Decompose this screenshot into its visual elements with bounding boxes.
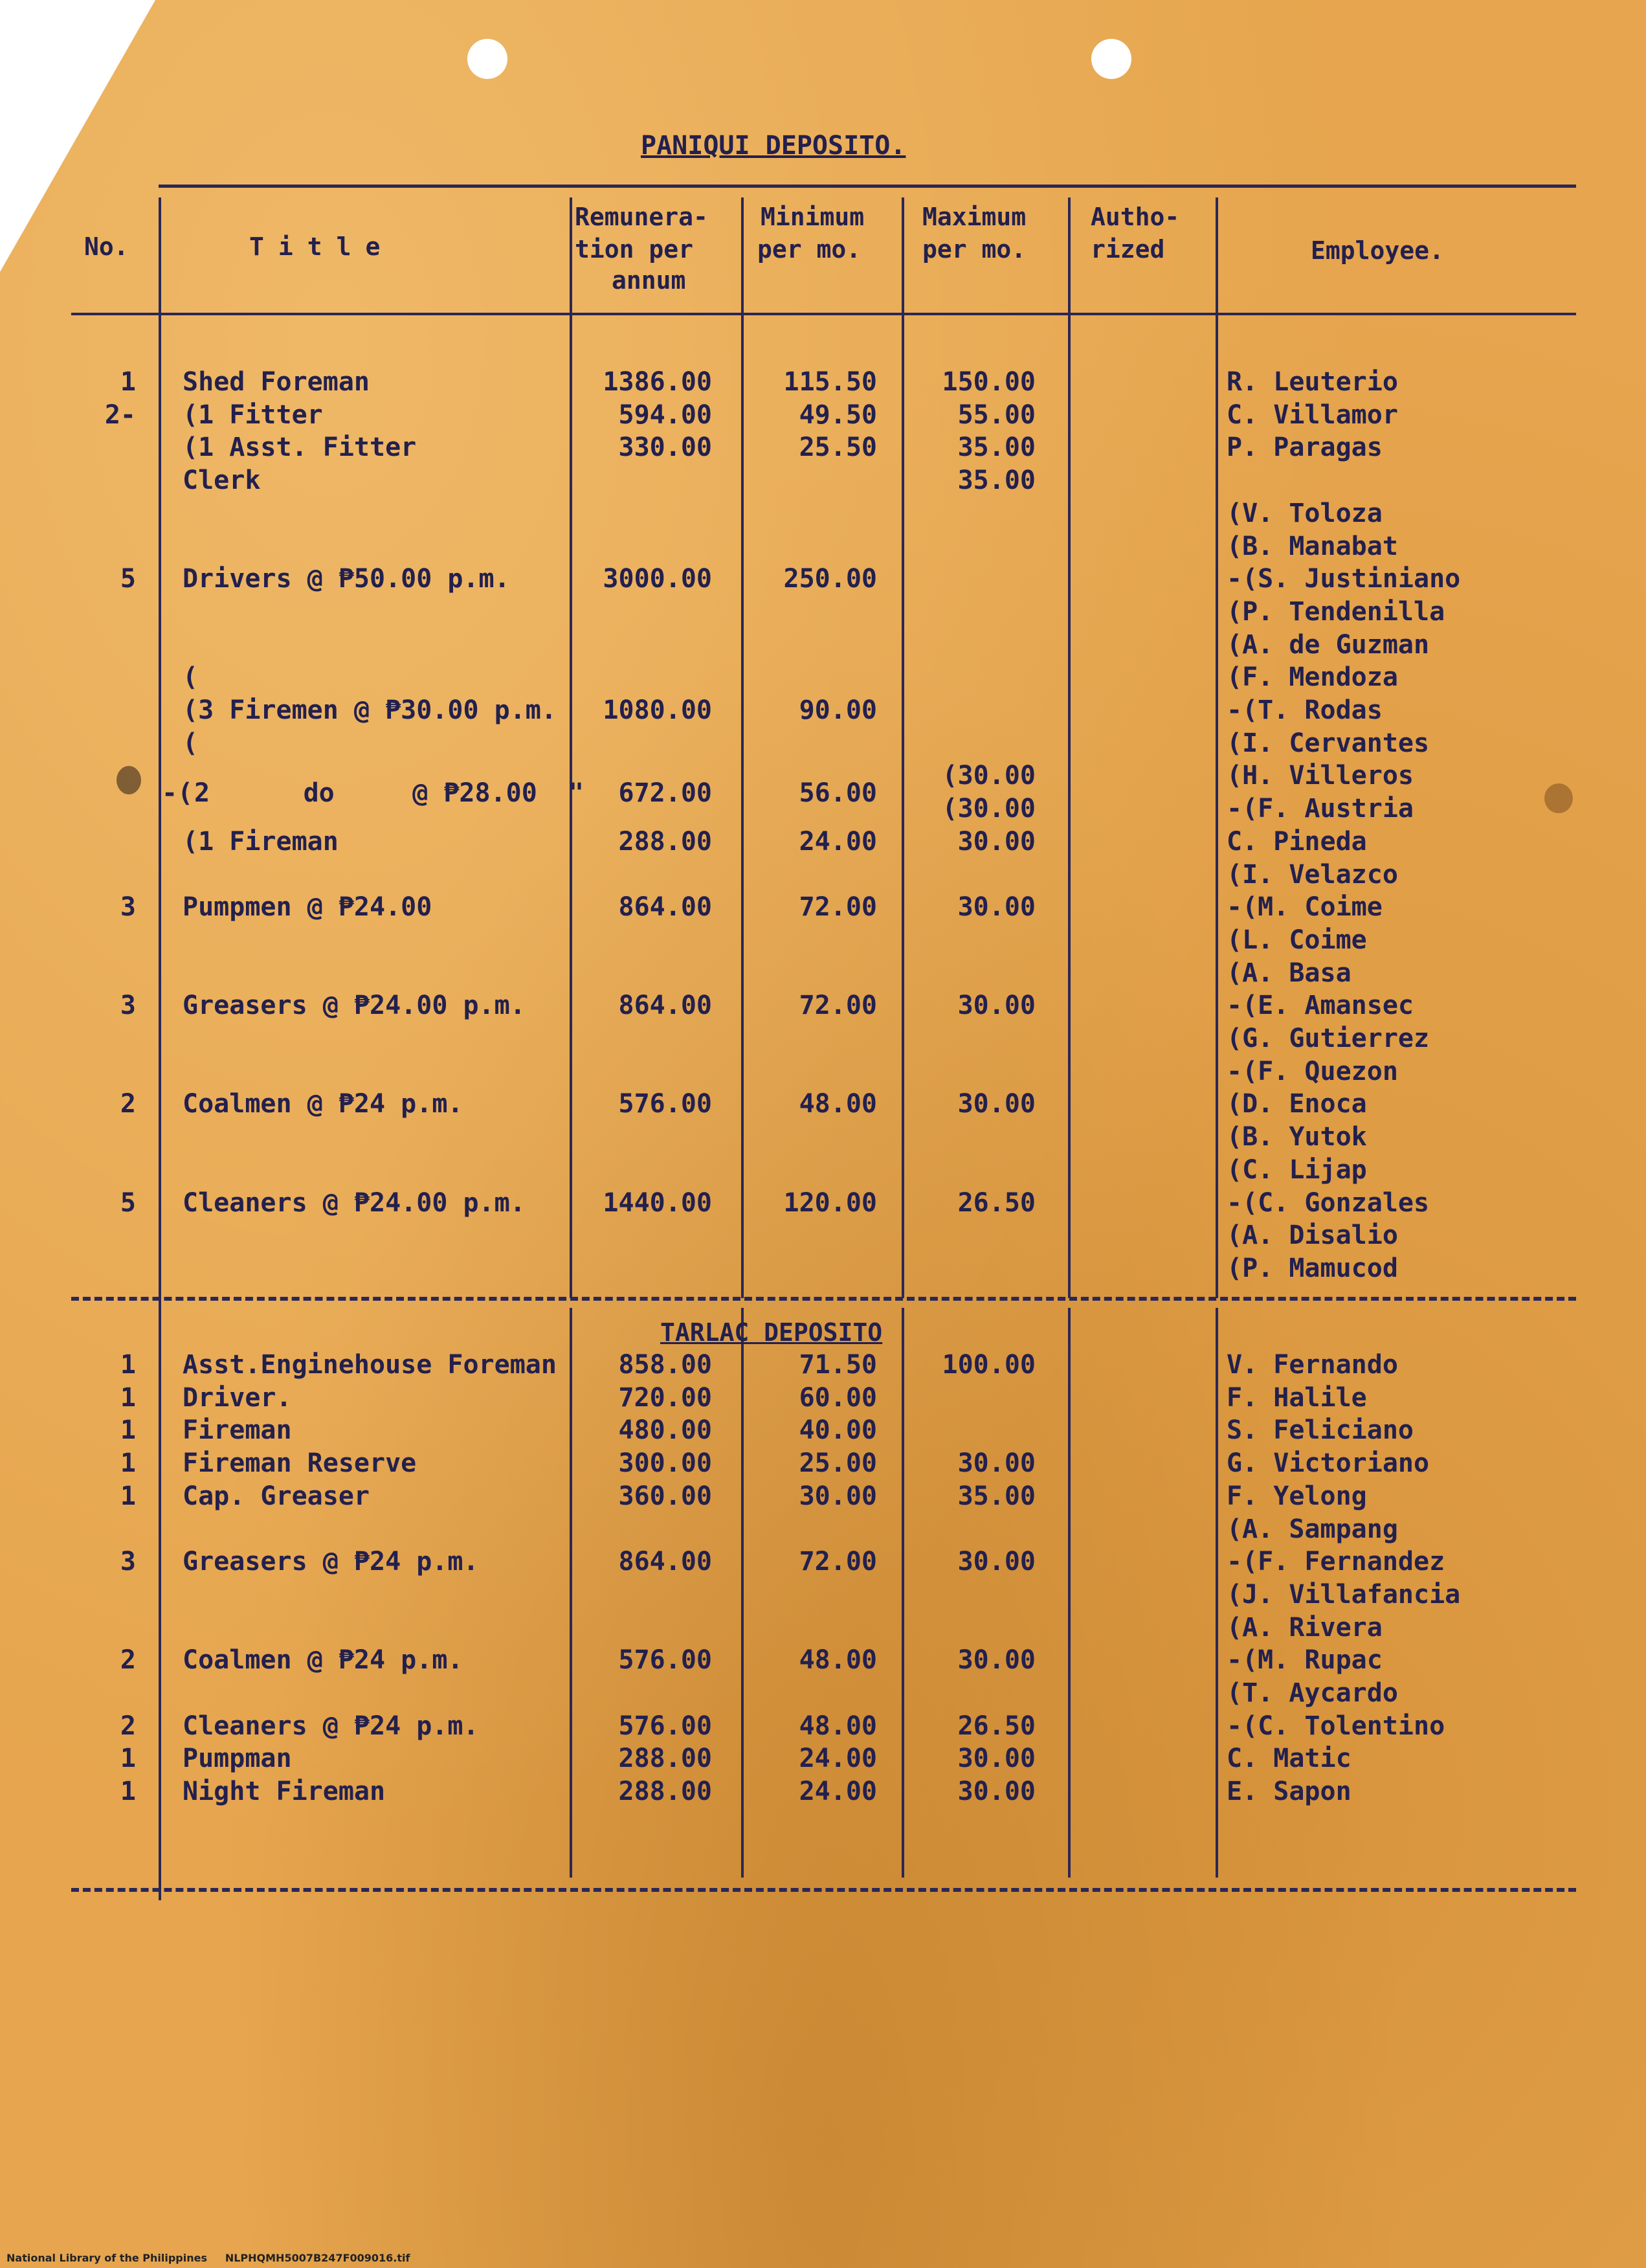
col-line [902,197,904,1298]
header-remuneration-1: Remunera- [575,203,708,231]
cell-maximum: 150.00 [942,367,1036,397]
cell-minimum: 48.00 [799,1711,877,1741]
cell-title: Pumpman [183,1744,292,1774]
cell-title: Cap. Greaser [183,1481,370,1511]
cell-remuneration: 1440.00 [603,1187,712,1218]
cell-employee: -(F. Austria [1227,794,1414,824]
ink-blot [117,766,141,794]
cell-employee: -(M. Coime [1227,892,1383,923]
header-maximum-1: Maximum [922,203,1027,231]
cell-title: Fireman Reserve [183,1448,417,1479]
cell-employee: (B. Manabat [1227,531,1398,561]
cell-remuneration: 864.00 [618,892,712,923]
cell-employee: (A. de Guzman [1227,629,1430,660]
cell-employee: -(E. Amansec [1227,991,1414,1021]
cell-employee: (H. Villeros [1227,761,1414,791]
cell-remuneration: 576.00 [618,1645,712,1676]
cell-title: Cleaners @ ₱24.00 p.m. [183,1187,526,1218]
cell-remuneration: 576.00 [618,1089,712,1119]
cell-title: Fireman [183,1415,292,1446]
rule-header [71,313,1576,315]
cell-remuneration: 3000.00 [603,564,712,594]
cell-no: 1 [120,1481,136,1511]
cell-maximum: 55.00 [957,399,1036,430]
rule-bottom [71,1888,1576,1892]
section-title-tarlac: TARLAC DEPOSITO [660,1318,883,1347]
header-remuneration-3: annum [612,266,686,295]
cell-title: Shed Foreman [183,367,370,397]
cell-title: Coalmen @ ₱24 p.m. [183,1089,463,1119]
col-line [1216,197,1218,1298]
cell-employee: -(F. Quezon [1227,1056,1398,1086]
cell-no: 5 [120,1187,136,1218]
cell-employee: F. Yelong [1227,1481,1367,1511]
cell-remuneration: 864.00 [618,991,712,1021]
cell-no: 1 [120,367,136,397]
cell-employee: R. Leuterio [1227,367,1398,397]
cell-title: Coalmen @ ₱24 p.m. [183,1645,463,1676]
col-line [741,1308,744,1878]
cell-minimum: 30.00 [799,1481,877,1511]
cell-employee: (L. Coime [1227,925,1367,955]
cell-employee: (F. Mendoza [1227,662,1398,693]
firemen-do-remuneration: 672.00 [618,778,712,808]
cell-employee: -(M. Rupac [1227,1645,1383,1676]
cell-employee: (T. Aycardo [1227,1678,1398,1708]
cell-maximum: 30.00 [957,1645,1036,1676]
header-authorized-2: rized [1091,235,1165,264]
cell-no: 1 [120,1415,136,1446]
cell-no: 1 [120,1448,136,1479]
cell-employee: (P. Tendenilla [1227,596,1445,627]
cell-minimum: 72.00 [799,892,877,923]
cell-minimum: 115.50 [783,367,877,397]
cell-title: (1 Asst. Fitter [183,432,417,463]
cell-employee: (A. Sampang [1227,1514,1398,1544]
header-remuneration-2: tion per [575,235,694,264]
cell-employee: (B. Yutok [1227,1122,1367,1152]
col-line [159,197,161,1900]
cell-employee: (I. Velazco [1227,859,1398,890]
cell-title: (1 Fireman [183,826,339,857]
cell-remuneration: 858.00 [618,1350,712,1380]
cell-employee: (J. Villafancia [1227,1579,1461,1610]
cell-remuneration: 300.00 [618,1448,712,1479]
cell-title: Driver. [183,1382,292,1413]
cell-maximum: (30.00 [942,794,1036,824]
cell-minimum: 48.00 [799,1089,877,1119]
cell-title: Drivers @ ₱50.00 p.m. [183,564,510,594]
cell-employee: S. Feliciano [1227,1415,1414,1446]
cell-title: Asst.Enginehouse Foreman [183,1350,557,1380]
cell-remuneration: 288.00 [618,826,712,857]
cell-title: Cleaners @ ₱24 p.m. [183,1711,479,1741]
cell-employee: G. Victoriano [1227,1448,1430,1479]
cell-remuneration: 720.00 [618,1382,712,1413]
cell-employee: C. Matic [1227,1744,1351,1774]
cell-title: Greasers @ ₱24 p.m. [183,1547,479,1577]
cell-maximum: (30.00 [942,761,1036,791]
cell-minimum: 25.00 [799,1448,877,1479]
cell-minimum: 40.00 [799,1415,877,1446]
cell-maximum: 26.50 [957,1711,1036,1741]
cell-employee: (C. Lijap [1227,1154,1367,1185]
header-title: Title [249,232,395,261]
cell-no: 3 [120,1547,136,1577]
cell-minimum: 71.50 [799,1350,877,1380]
rule-section-break [71,1297,1576,1301]
header-no: No. [84,232,129,261]
cell-employee: (A. Rivera [1227,1612,1383,1643]
cell-maximum: 30.00 [957,1777,1036,1807]
cell-title: ( [183,662,199,693]
cell-remuneration: 288.00 [618,1777,712,1807]
cell-minimum: 49.50 [799,399,877,430]
cell-no: 1 [120,1382,136,1413]
header-employee: Employee. [1311,236,1444,265]
cell-employee: (A. Basa [1227,958,1351,988]
cell-remuneration: 594.00 [618,399,712,430]
col-line [570,1308,572,1878]
cell-minimum: 48.00 [799,1645,877,1676]
firemen-do-minimum: 56.00 [799,778,877,808]
cell-employee: -(C. Tolentino [1227,1711,1445,1741]
cell-title: Pumpmen @ ₱24.00 [183,892,432,923]
header-minimum-1: Minimum [761,203,865,231]
cell-minimum: 60.00 [799,1382,877,1413]
cell-remuneration: 360.00 [618,1481,712,1511]
cell-remuneration: 288.00 [618,1744,712,1774]
cell-employee: V. Fernando [1227,1350,1398,1380]
cell-no: 2 [120,1711,136,1741]
cell-title: (3 Firemen @ ₱30.00 p.m. [183,695,557,725]
cell-minimum: 25.50 [799,432,877,463]
col-line [1068,1308,1071,1878]
cell-no: 1 [120,1777,136,1807]
cell-maximum: 26.50 [957,1187,1036,1218]
cell-no: 2 [120,1645,136,1676]
header-maximum-2: per mo. [922,235,1027,264]
cell-minimum: 24.00 [799,1777,877,1807]
cell-employee: (D. Enoca [1227,1089,1367,1119]
cell-title: Clerk [183,466,261,496]
col-line [1068,197,1071,1298]
cell-no: 3 [120,991,136,1021]
torn-corner [0,0,155,272]
cell-minimum: 90.00 [799,695,877,725]
col-line [741,197,744,1298]
cell-maximum: 30.00 [957,1448,1036,1479]
cell-maximum: 30.00 [957,1089,1036,1119]
cell-title: ( [183,728,199,758]
cell-no: 2 [120,1089,136,1119]
cell-employee: P. Paragas [1227,432,1383,463]
cell-minimum: 250.00 [783,564,877,594]
cell-remuneration: 864.00 [618,1547,712,1577]
page-title: PANIQUI DEPOSITO. [641,131,906,161]
cell-minimum: 120.00 [783,1187,877,1218]
cell-employee: E. Sapon [1227,1777,1351,1807]
cell-remuneration: 1386.00 [603,367,712,397]
cell-maximum: 30.00 [957,1547,1036,1577]
firemen-do-bracket: -( [162,778,194,808]
cell-no: 2- [104,399,136,430]
stain [1544,783,1573,813]
punch-hole [1091,39,1131,79]
rule-top [159,185,1576,188]
cell-maximum: 100.00 [942,1350,1036,1380]
cell-no: 3 [120,892,136,923]
cell-maximum: 30.00 [957,1744,1036,1774]
firemen-do-title: 2 do @ ₱28.00 " [194,778,584,808]
cell-maximum: 30.00 [957,826,1036,857]
archive-footer: National Library of the Philippines NLPHQMH5007B247F009016.tif [6,2252,410,2264]
cell-maximum: 30.00 [957,991,1036,1021]
cell-title: Night Fireman [183,1777,386,1807]
cell-employee: (I. Cervantes [1227,728,1430,758]
cell-maximum: 35.00 [957,466,1036,496]
cell-employee: (A. Disalio [1227,1220,1398,1251]
col-line [1216,1308,1218,1878]
cell-no: 1 [120,1350,136,1380]
cell-employee: (P. Mamucod [1227,1253,1398,1283]
cell-employee: -(S. Justiniano [1227,564,1461,594]
cell-maximum: 35.00 [957,432,1036,463]
header-authorized-1: Autho- [1091,203,1180,231]
cell-remuneration: 330.00 [618,432,712,463]
cell-employee: -(T. Rodas [1227,695,1383,725]
cell-employee: (G. Gutierrez [1227,1024,1430,1053]
cell-maximum: 30.00 [957,892,1036,923]
col-line [570,197,572,1298]
cell-no: 1 [120,1744,136,1774]
cell-maximum: 35.00 [957,1481,1036,1511]
header-minimum-2: per mo. [757,235,862,264]
cell-employee: C. Pineda [1227,826,1367,857]
cell-remuneration: 480.00 [618,1415,712,1446]
cell-title: (1 Fitter [183,399,323,430]
col-line [902,1308,904,1878]
punch-hole [467,39,507,79]
cell-remuneration: 1080.00 [603,695,712,725]
cell-minimum: 24.00 [799,826,877,857]
cell-employee: F. Halile [1227,1382,1367,1413]
cell-remuneration: 576.00 [618,1711,712,1741]
cell-employee: (V. Toloza [1227,498,1383,528]
cell-employee: C. Villamor [1227,399,1398,430]
cell-minimum: 72.00 [799,991,877,1021]
cell-minimum: 24.00 [799,1744,877,1774]
cell-employee: -(F. Fernandez [1227,1547,1445,1577]
cell-employee: -(C. Gonzales [1227,1187,1430,1218]
cell-no: 5 [120,564,136,594]
cell-minimum: 72.00 [799,1547,877,1577]
cell-title: Greasers @ ₱24.00 p.m. [183,991,526,1021]
